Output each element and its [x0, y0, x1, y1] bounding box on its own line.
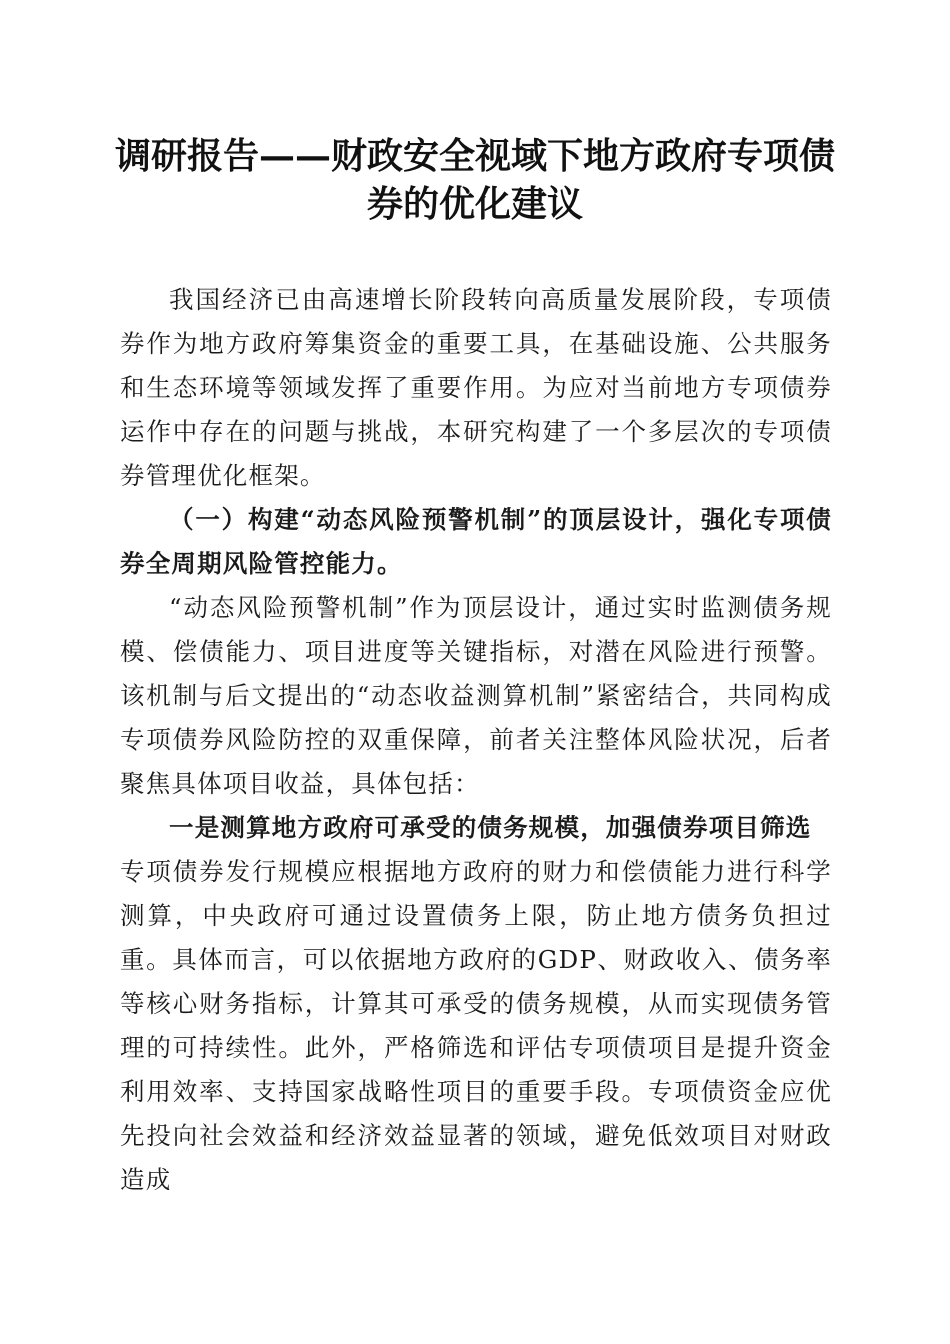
intro-paragraph: 我国经济已由高速增长阶段转向高质量发展阶段，专项债券作为地方政府筹集资金的重要工具，在基础设施、公共服务和生态环境等领域发挥了重要作用。为应对当前地方专项债券运作中存在的问题与挑战，本研究构建了一个多层次的专项债券管理优化框架。: [120, 285, 832, 490]
document-title: 调研报告——财政安全视域下地方政府专项债券的优化建议: [114, 135, 835, 225]
point-one-paragraph: [120, 806, 832, 1202]
document-body: [120, 278, 832, 1202]
point-one-lead: 一是测算地方政府可承受的债务规模，加强债券项目筛选: [169, 813, 812, 842]
section-heading-1: （一）构建“动态风险预警机制”的顶层设计，强化专项债券全周期风险管控能力。: [120, 505, 832, 578]
mechanism-paragraph: “动态风险预警机制”作为顶层设计，通过实时监测债务规模、偿债能力、项目进度等关键指标，对潜在风险进行预警。该机制与后文提出的“动态收益测算机制”紧密结合，共同构成专项债券风险防控的双重保障，前者关注整体风险状况，后者聚焦具体项目收益，具体包括：: [120, 593, 832, 798]
point-one-text: 专项债券发行规模应根据地方政府的财力和偿债能力进行科学测算，中央政府可通过设置债务上限，防止地方债务负担过重。具体而言，可以依据地方政府的GDP、财政收入、债务率等核心财务指标，计算其可承受的债务规模，从而实现债务管理的可持续性。此外，严格筛选和评估专项债项目是提升资金利用效率、支持国家战略性项目的重要手段。专项债资金应优先投向社会效益和经济效益显著的领域，避免低效项目对财政造成: [120, 857, 832, 1194]
